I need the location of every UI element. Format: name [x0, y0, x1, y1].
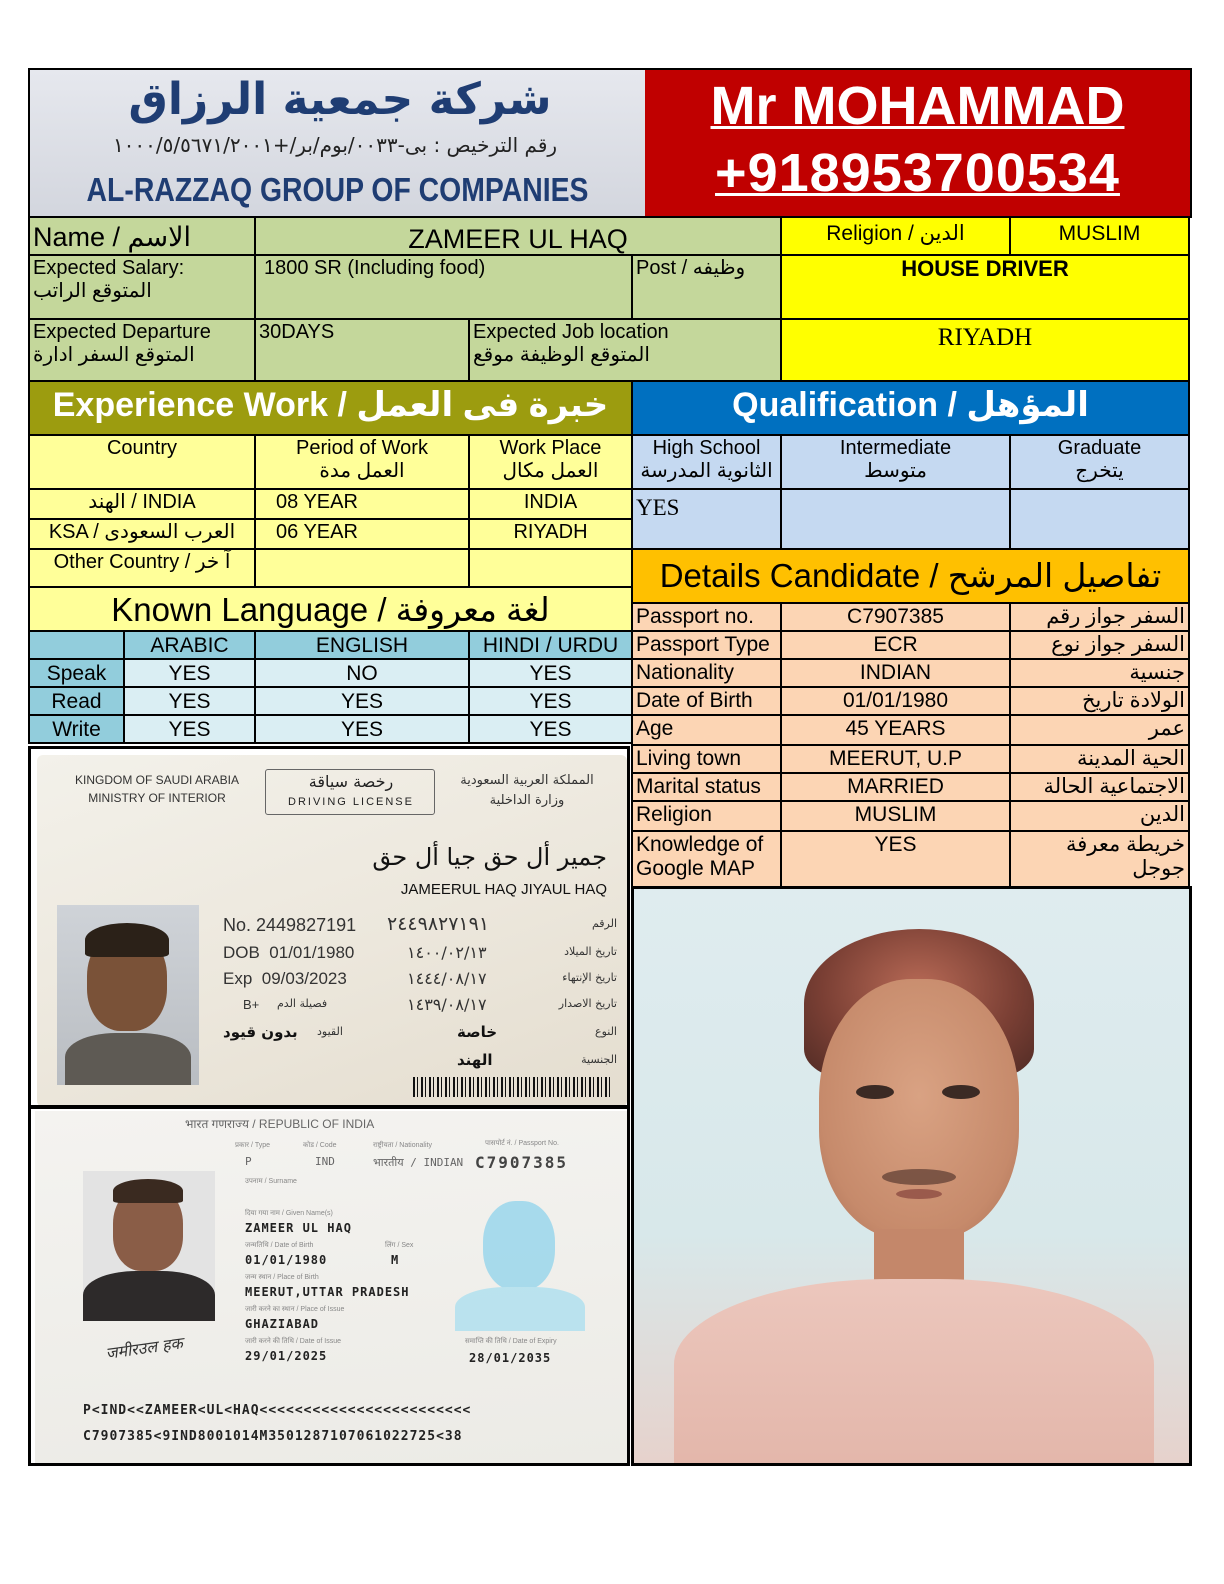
portrait-left-eye	[856, 1085, 894, 1099]
passport-dob-label: जन्मतिथि / Date of Birth	[245, 1242, 314, 1249]
qual-value-high-school	[631, 488, 782, 550]
lang-row-write-label	[28, 714, 125, 744]
exp-header-place-ar: العمل مكال	[502, 460, 599, 482]
passport-mrz-line-1: P<IND<<ZAMEER<UL<HAQ<<<<<<<<<<<<<<<<<<<<<<<<	[83, 1403, 472, 1418]
passport-given-name: ZAMEER UL HAQ	[245, 1221, 352, 1235]
lang-read-english	[254, 686, 470, 716]
details-label	[631, 714, 782, 746]
license-photo	[57, 905, 199, 1085]
exp-row-2-period	[254, 518, 470, 550]
details-label	[631, 830, 782, 888]
passport-ghost-photo	[455, 1191, 585, 1331]
religion-value: MUSLIM	[1058, 222, 1141, 245]
details-label-text: Passport no.	[636, 605, 754, 628]
details-value-text: YES	[874, 833, 917, 856]
lang-write-arabic	[123, 714, 256, 744]
qual-header-ar: يتخرج	[1075, 460, 1124, 482]
details-label-ar	[1009, 686, 1190, 716]
license-blood-label-ar: فصيلة الدم	[277, 997, 328, 1010]
lang-value: NO	[346, 662, 378, 685]
lang-speak-hindi	[468, 658, 633, 688]
details-value-text: C7907385	[847, 605, 944, 628]
lang-read-arabic	[123, 686, 256, 716]
post-value-cell	[780, 254, 1190, 320]
details-label	[631, 686, 782, 716]
passport-ghost-face	[483, 1201, 555, 1291]
lang-write-hindi	[468, 714, 633, 744]
exp-header-country	[28, 434, 256, 490]
passport-signature: जमीरउल हक	[104, 1333, 184, 1363]
exp-row-1-period	[254, 488, 470, 520]
qual-header-en: Graduate	[1057, 437, 1142, 459]
license-dob: DOB 01/01/1980	[223, 943, 355, 962]
passport-code-label: कोड / Code	[303, 1142, 337, 1149]
license-exp-label-ar: تاريخ الإنتهاء	[562, 971, 617, 984]
license-title-box	[265, 769, 435, 815]
exp-header-place-en: Work Place	[499, 437, 602, 459]
departure-label-ar: المتوقع السفر ادارة	[33, 344, 195, 366]
license-kingdom: KINGDOM OF SAUDI ARABIA	[74, 773, 240, 787]
details-value-text: MUSLIM	[854, 803, 937, 826]
religion-value-cell	[1009, 216, 1190, 256]
qual-header-en: High School	[652, 437, 761, 459]
details-label-ar-text: الاجتماعية الحالة	[1043, 775, 1185, 798]
details-value	[780, 658, 1011, 688]
portrait-right-eye	[942, 1085, 980, 1099]
experience-title: Experience Work / خبرة فى العمل	[52, 386, 609, 424]
details-label-ar-text: خريطة معرفة جوجل	[1066, 833, 1185, 880]
qual-value-graduate	[1009, 488, 1190, 550]
qual-value-intermediate	[780, 488, 1011, 550]
exp-row-3-country	[28, 548, 256, 588]
qual-header-high-school	[631, 434, 782, 490]
license-dob-label-ar: تاريخ الميلاد	[564, 945, 617, 958]
exp-row-2-place	[468, 518, 633, 550]
passport-number: C7907385	[475, 1153, 569, 1172]
license-barcode	[413, 1077, 613, 1097]
details-label-ar-text: السفر جواز رقم	[1046, 605, 1185, 628]
lang-row-speak-label	[28, 658, 125, 688]
details-label-text: Living town	[636, 747, 742, 770]
details-value	[780, 830, 1011, 888]
details-label-text: Marital status	[636, 775, 761, 798]
exp-country-text: Other Country / آ خر	[53, 551, 231, 573]
passport-type: P	[245, 1155, 252, 1168]
driving-license-image	[28, 746, 630, 1108]
qual-header-graduate	[1009, 434, 1190, 490]
departure-label-cell	[28, 318, 256, 382]
lang-header-hindi	[468, 630, 633, 660]
passport-doe-label: समाप्ति की तिथि / Date of Expiry	[465, 1338, 557, 1345]
portrait-shirt	[674, 1279, 1154, 1466]
salary-label-en: Expected Salary:	[33, 257, 185, 279]
qual-header-ar: الثانوية المدرسة	[640, 460, 773, 482]
portrait-mustache	[882, 1169, 956, 1185]
passport-mrz-line-2: C7907385<9IND8001014M3501287107061022725<38	[83, 1429, 463, 1444]
lang-write-english	[254, 714, 470, 744]
passport-photo-hair	[113, 1179, 183, 1203]
salary-value-cell	[254, 254, 633, 320]
details-label-text: Knowledge of Google MAP	[636, 833, 764, 880]
passport-page	[35, 1111, 627, 1463]
qual-header-intermediate	[780, 434, 1011, 490]
details-value	[780, 714, 1011, 746]
lang-row-read-label	[28, 686, 125, 716]
details-label-ar	[1009, 772, 1190, 802]
name-label: Name / الاسم	[33, 222, 192, 252]
qualification-title: Qualification / المؤهل	[732, 386, 1089, 424]
details-label-text: Passport Type	[636, 633, 770, 656]
lang-value: YES	[168, 718, 211, 741]
qual-header-en: Intermediate	[839, 437, 952, 459]
location-label-ar: المتوقع الوظيفة موقع	[473, 344, 650, 366]
passport-dob: 01/01/1980	[245, 1253, 328, 1267]
lang-value: YES	[529, 662, 572, 685]
name-value: ZAMEER UL HAQ	[408, 224, 628, 254]
passport-nationality: भारतीय / INDIAN	[373, 1156, 464, 1169]
departure-value: 30DAYS	[259, 321, 335, 343]
exp-header-period-en: Period of Work	[296, 437, 428, 459]
license-nationality-ar: الهند	[457, 1051, 493, 1069]
passport-pob-label: जन्म स्थान / Place of Birth	[245, 1274, 319, 1281]
qual-header-ar: متوسط	[864, 460, 927, 482]
passport-type-label: प्रकार / Type	[235, 1142, 271, 1149]
details-label	[631, 744, 782, 774]
logo-arabic-name: شركة جمعية الرزاق	[128, 74, 552, 125]
license-ministry-ar: وزارة الداخلية	[489, 793, 565, 808]
license-restrictions-ar: بدون قيود	[223, 1023, 298, 1041]
details-value	[780, 772, 1011, 802]
contact-name: Mr MOHAMMAD	[710, 76, 1125, 136]
exp-place-text: INDIA	[523, 491, 578, 513]
details-label-ar	[1009, 602, 1190, 632]
post-value: HOUSE DRIVER	[901, 256, 1069, 281]
license-number-label-ar: الرقم	[591, 917, 617, 930]
name-label-cell	[28, 216, 256, 256]
exp-period-text: 06 YEAR	[276, 521, 358, 543]
license-photo-hair	[85, 923, 169, 957]
lang-value: YES	[168, 690, 211, 713]
logo-english-name: AL-RAZZAQ GROUP OF COMPANIES	[86, 171, 589, 208]
license-type-label-ar: النوع	[595, 1025, 617, 1038]
lang-header-arabic	[123, 630, 256, 660]
exp-period-text: 08 YEAR	[276, 491, 358, 513]
license-exp-ar: ١٤٤٤/٠٨/١٧	[407, 969, 487, 988]
details-label	[631, 772, 782, 802]
lang-row-label: Read	[51, 690, 102, 713]
location-value-cell	[780, 318, 1190, 382]
license-restrictions-label-ar: القيود	[317, 1025, 343, 1038]
salary-value: 1800 SR (Including food)	[264, 257, 486, 279]
departure-label-en: Expected Departure	[33, 321, 211, 343]
details-label-ar	[1009, 658, 1190, 688]
details-value	[780, 744, 1011, 774]
details-value-text: ECR	[873, 633, 918, 656]
candidate-portrait	[631, 886, 1192, 1466]
details-label-ar	[1009, 800, 1190, 832]
lang-column-label: ARABIC	[150, 634, 229, 657]
passport-surname-label: उपनाम / Surname	[245, 1178, 297, 1185]
location-label-cell	[468, 318, 782, 382]
details-label-ar-text: السفر جواز نوع	[1051, 633, 1185, 656]
details-label	[631, 602, 782, 632]
location-value: RIYADH	[937, 324, 1033, 351]
details-value-text: 01/01/1980	[842, 689, 949, 712]
details-value-text: INDIAN	[859, 661, 932, 684]
lang-header-blank	[28, 630, 125, 660]
lang-value: YES	[529, 718, 572, 741]
lang-speak-english	[254, 658, 470, 688]
license-number-ar: ٢٤٤٩٨٢٧١٩١	[387, 913, 490, 935]
contact-phone: +918953700534	[715, 143, 1120, 203]
passport-poi-label: जारी करने का स्थान / Place of Issue	[245, 1306, 345, 1313]
details-label-text: Religion	[636, 803, 712, 826]
exp-header-period	[254, 434, 470, 490]
passport-image	[28, 1106, 630, 1466]
details-label-ar	[1009, 744, 1190, 774]
logo-license-line: رقم الترخيص : بى-٠٠٣٣/بوم/بر/+١٠٠٠/٥/٥٦٧١/٢٠٠١	[112, 133, 558, 157]
exp-row-3-place	[468, 548, 633, 588]
details-label-ar-text: الولادة تاريخ	[1081, 689, 1185, 712]
exp-row-1-country	[28, 488, 256, 520]
details-label-ar-text: جنسية	[1129, 661, 1185, 684]
license-title-ar: رخصة سياقة	[308, 772, 394, 791]
exp-country-text: الهند / INDIA	[88, 491, 196, 513]
passport-sex: M	[391, 1253, 399, 1267]
details-title-cell	[631, 548, 1190, 604]
qualification-title-cell	[631, 380, 1190, 436]
passport-doi-label: जारी करने की तिथि / Date of Issue	[245, 1338, 341, 1345]
lang-speak-arabic	[123, 658, 256, 688]
exp-row-2-country	[28, 518, 256, 550]
salary-label-cell	[28, 254, 256, 320]
exp-row-1-place	[468, 488, 633, 520]
passport-given-label: दिया गया नाम / Given Name(s)	[245, 1210, 333, 1217]
language-title: Known Language / لغة معروفة	[111, 591, 550, 628]
name-value-cell	[254, 216, 782, 256]
details-label-ar-text: الدين	[1139, 803, 1185, 826]
license-issue-ar: ١٤٣٩/٠٨/١٧	[407, 995, 487, 1014]
details-label-text: Nationality	[636, 661, 735, 684]
passport-doe: 28/01/2035	[469, 1351, 552, 1365]
passport-photo-body	[83, 1271, 215, 1321]
contact-box	[645, 70, 1190, 216]
portrait-mouth	[896, 1189, 942, 1199]
details-label	[631, 658, 782, 688]
license-blood: B+	[243, 997, 260, 1012]
license-name-ar: جمير أل حق جيا أل حق	[372, 843, 607, 871]
passport-ghost-body	[455, 1287, 585, 1331]
license-dob-ar: ١٤٠٠/٠٢/١٣	[407, 943, 487, 962]
language-title-cell	[28, 586, 633, 632]
exp-country-text: KSA / العرب السعودى	[48, 521, 236, 543]
religion-label-cell	[780, 216, 1011, 256]
license-title-en: DRIVING LICENSE	[288, 796, 414, 808]
license-card	[37, 755, 627, 1107]
departure-value-cell	[254, 318, 470, 382]
license-ministry: MINISTRY OF INTERIOR	[88, 791, 226, 805]
details-title: Details Candidate / تفاصيل المرشح	[659, 557, 1162, 594]
passport-header: भारत गणराज्य / REPUBLIC OF INDIA	[185, 1117, 375, 1131]
passport-photo	[83, 1171, 215, 1321]
post-label: Post / وظيفه	[636, 257, 746, 279]
exp-row-3-period	[254, 548, 470, 588]
company-logo	[30, 70, 645, 216]
license-number: No. 2449827191	[223, 915, 357, 935]
exp-header-place	[468, 434, 633, 490]
lang-column-label: HINDI / URDU	[482, 634, 619, 657]
lang-row-label: Speak	[46, 662, 107, 685]
passport-code: IND	[315, 1155, 335, 1168]
license-type-ar: خاصة	[457, 1023, 498, 1041]
details-label-ar	[1009, 630, 1190, 660]
license-issue-label-ar: تاريخ الاصدار	[558, 997, 617, 1010]
details-value-text: MEERUT, U.P	[828, 747, 962, 770]
details-value-text: MARRIED	[847, 775, 944, 798]
exp-place-text: RIYADH	[513, 521, 588, 543]
passport-pob: MEERUT,UTTAR PRADESH	[245, 1285, 410, 1299]
lang-value: YES	[168, 662, 211, 685]
lang-header-english	[254, 630, 470, 660]
details-label-ar-text: عمر	[1148, 717, 1185, 740]
portrait-face	[819, 979, 1019, 1239]
license-kingdom-ar: المملكة العربية السعودية	[460, 773, 594, 788]
salary-label-ar: المتوقع الراتب	[33, 280, 152, 302]
passport-poi: GHAZIABAD	[245, 1317, 320, 1331]
exp-header-country-en: Country	[106, 437, 178, 459]
lang-value: YES	[340, 690, 384, 713]
details-value	[780, 800, 1011, 832]
lang-value: YES	[340, 718, 384, 741]
license-name-en: JAMEERUL HAQ JIYAUL HAQ	[400, 881, 607, 898]
qual-value: YES	[636, 495, 680, 520]
passport-sex-label: लिंग / Sex	[385, 1242, 414, 1249]
details-label-ar	[1009, 830, 1190, 888]
license-photo-body	[65, 1033, 191, 1085]
license-exp: Exp 09/03/2023	[223, 969, 347, 988]
details-label	[631, 800, 782, 832]
location-label-en: Expected Job location	[473, 321, 669, 343]
lang-read-hindi	[468, 686, 633, 716]
exp-header-period-ar: العمل مدة	[319, 460, 405, 482]
license-nationality-label-ar: الجنسية	[581, 1053, 617, 1066]
details-label	[631, 630, 782, 660]
details-label-ar	[1009, 714, 1190, 746]
lang-value: YES	[529, 690, 572, 713]
details-value	[780, 602, 1011, 632]
details-value	[780, 686, 1011, 716]
details-value-text: 45 YEARS	[845, 717, 946, 740]
details-label-text: Date of Birth	[636, 689, 753, 712]
passport-doi: 29/01/2025	[245, 1349, 328, 1363]
lang-row-label: Write	[52, 718, 101, 741]
passport-nationality-label: राष्ट्रीयता / Nationality	[373, 1142, 432, 1149]
lang-column-label: ENGLISH	[315, 634, 409, 657]
experience-title-cell	[28, 380, 633, 436]
details-label-text: Age	[636, 717, 674, 740]
religion-label: Religion / الدين	[826, 222, 965, 245]
details-value	[780, 630, 1011, 660]
passport-number-label: पासपोर्ट नं. / Passport No.	[485, 1140, 559, 1147]
details-label-ar-text: الحية المدينة	[1076, 747, 1185, 770]
post-label-cell	[631, 254, 782, 320]
